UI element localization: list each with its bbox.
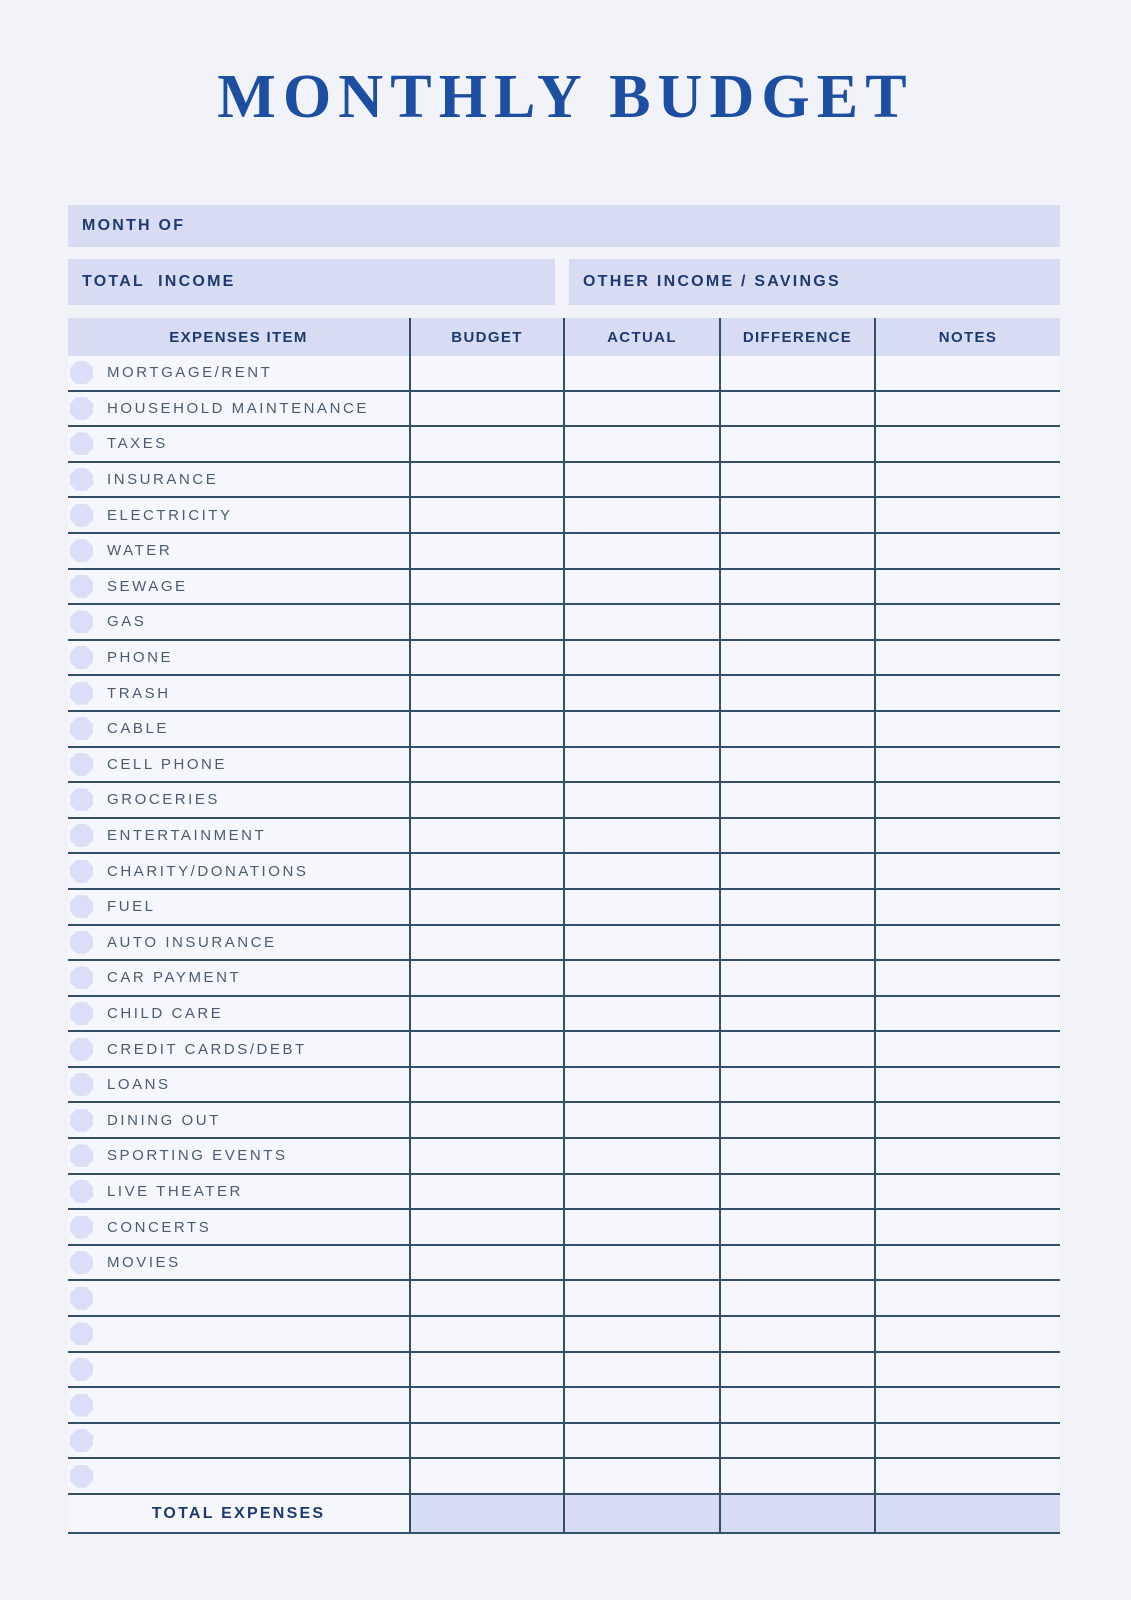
- difference-value-cell: [719, 1068, 874, 1102]
- budget-value-cell: [409, 748, 563, 782]
- bullet-icon: [70, 575, 93, 598]
- table-row: [68, 1317, 1060, 1353]
- expense-item-label: HOUSEHOLD MAINTENANCE: [107, 399, 369, 417]
- expense-item-cell: [68, 1210, 409, 1244]
- notes-value-cell: [874, 1424, 1060, 1458]
- expense-item-label: ELECTRICITY: [107, 506, 233, 524]
- table-row: [68, 1459, 1060, 1495]
- expense-item-cell: [68, 926, 409, 960]
- expense-item-label: CELL PHONE: [107, 755, 227, 773]
- difference-value-cell: [719, 712, 874, 746]
- expense-item-cell: [68, 1317, 409, 1351]
- actual-value-cell: [563, 926, 719, 960]
- budget-value-cell: [409, 1032, 563, 1066]
- expense-item-cell: [68, 570, 409, 604]
- table-header-row: [68, 318, 1060, 356]
- column-header-expenses-item: EXPENSES ITEM: [68, 318, 409, 356]
- difference-value-cell: [719, 605, 874, 639]
- budget-value-cell: [409, 1139, 563, 1173]
- expense-item-cell: [68, 783, 409, 817]
- bullet-icon: [70, 682, 93, 705]
- bullet-icon: [70, 432, 93, 455]
- budget-value-cell: [409, 1388, 563, 1422]
- budget-value-cell: [409, 712, 563, 746]
- budget-value-cell: [409, 1459, 563, 1493]
- expense-item-cell: [68, 1139, 409, 1173]
- difference-value-cell: [719, 890, 874, 924]
- notes-value-cell: [874, 1459, 1060, 1493]
- table-row: [68, 748, 1060, 784]
- table-row: [68, 534, 1060, 570]
- table-row: [68, 1210, 1060, 1246]
- table-row: [68, 605, 1060, 641]
- table-row: [68, 356, 1060, 392]
- actual-value-cell: [563, 1139, 719, 1173]
- actual-value-cell: [563, 1103, 719, 1137]
- notes-value-cell: [874, 1281, 1060, 1315]
- total-income-band: [68, 259, 555, 305]
- page-title: MONTHLY BUDGET: [217, 63, 914, 131]
- table-row: [68, 641, 1060, 677]
- total-income-label: TOTAL INCOME: [82, 273, 236, 290]
- bullet-icon: [70, 717, 93, 740]
- difference-value-cell: [719, 356, 874, 390]
- month-of-band: [68, 205, 1060, 247]
- expense-item-cell: [68, 1032, 409, 1066]
- notes-value-cell: [874, 427, 1060, 461]
- actual-value-cell: [563, 1388, 719, 1422]
- bullet-icon: [70, 1358, 93, 1381]
- bullet-icon: [70, 539, 93, 562]
- budget-value-cell: [409, 1424, 563, 1458]
- expense-item-label: AUTO INSURANCE: [107, 933, 277, 951]
- notes-value-cell: [874, 926, 1060, 960]
- difference-value-cell: [719, 1032, 874, 1066]
- column-header-notes: NOTES: [874, 318, 1060, 356]
- notes-value-cell: [874, 748, 1060, 782]
- expense-item-label: GAS: [107, 613, 147, 631]
- table-row: [68, 854, 1060, 890]
- bullet-icon: [70, 397, 93, 420]
- bullet-icon: [70, 860, 93, 883]
- bullet-icon: [70, 966, 93, 989]
- table-row: [68, 1281, 1060, 1317]
- table-row: [68, 570, 1060, 606]
- actual-value-cell: [563, 392, 719, 426]
- table-row: [68, 926, 1060, 962]
- notes-value-cell: [874, 605, 1060, 639]
- actual-value-cell: [563, 1246, 719, 1280]
- expense-item-cell: [68, 1388, 409, 1422]
- table-row: [68, 498, 1060, 534]
- budget-value-cell: [409, 463, 563, 497]
- table-row: [68, 1139, 1060, 1175]
- bullet-icon: [70, 1180, 93, 1203]
- difference-value-cell: [719, 1246, 874, 1280]
- bullet-icon: [70, 1002, 93, 1025]
- actual-value-cell: [563, 427, 719, 461]
- table-row: [68, 1103, 1060, 1139]
- budget-value-cell: [409, 961, 563, 995]
- table-row: [68, 676, 1060, 712]
- actual-value-cell: [563, 712, 719, 746]
- actual-value-cell: [563, 463, 719, 497]
- budget-value-cell: [409, 1353, 563, 1387]
- expense-item-label: PHONE: [107, 649, 174, 667]
- difference-value-cell: [719, 854, 874, 888]
- bullet-icon: [70, 1144, 93, 1167]
- expense-item-label: CREDIT CARDS/DEBT: [107, 1040, 307, 1058]
- expense-item-cell: [68, 392, 409, 426]
- difference-value-cell: [719, 1175, 874, 1209]
- difference-value-cell: [719, 392, 874, 426]
- budget-value-cell: [409, 1210, 563, 1244]
- bullet-icon: [70, 1251, 93, 1274]
- expense-item-cell: [68, 1353, 409, 1387]
- expense-item-label: LOANS: [107, 1076, 171, 1094]
- actual-value-cell: [563, 1281, 719, 1315]
- actual-value-cell: [563, 641, 719, 675]
- expense-item-cell: [68, 961, 409, 995]
- budget-value-cell: [409, 1068, 563, 1102]
- budget-value-cell: [409, 1317, 563, 1351]
- bullet-icon: [70, 1073, 93, 1096]
- actual-value-cell: [563, 748, 719, 782]
- expense-item-cell: [68, 463, 409, 497]
- budget-value-cell: [409, 1281, 563, 1315]
- other-income-label: OTHER INCOME / SAVINGS: [583, 273, 841, 290]
- actual-value-cell: [563, 498, 719, 532]
- expense-item-cell: [68, 427, 409, 461]
- bullet-icon: [70, 610, 93, 633]
- notes-value-cell: [874, 1139, 1060, 1173]
- expense-item-cell: [68, 997, 409, 1031]
- table-row: [68, 1068, 1060, 1104]
- bullet-icon: [70, 931, 93, 954]
- expense-item-label: CHARITY/DONATIONS: [107, 862, 309, 880]
- notes-value-cell: [874, 1317, 1060, 1351]
- table-row: [68, 1175, 1060, 1211]
- actual-value-cell: [563, 1459, 719, 1493]
- table-row: [68, 392, 1060, 428]
- budget-value-cell: [409, 498, 563, 532]
- budget-value-cell: [409, 997, 563, 1031]
- notes-value-cell: [874, 570, 1060, 604]
- notes-value-cell: [874, 712, 1060, 746]
- notes-value-cell: [874, 1388, 1060, 1422]
- table-row: [68, 783, 1060, 819]
- budget-value-cell: [409, 926, 563, 960]
- table-row: [68, 712, 1060, 748]
- expense-item-label: SPORTING EVENTS: [107, 1147, 288, 1165]
- expense-item-label: CABLE: [107, 720, 169, 738]
- difference-value-cell: [719, 676, 874, 710]
- table-row: [68, 463, 1060, 499]
- budget-value-cell: [409, 427, 563, 461]
- actual-value-cell: [563, 570, 719, 604]
- total-expenses-row: [68, 1495, 1060, 1534]
- bullet-icon: [70, 468, 93, 491]
- notes-value-cell: [874, 1103, 1060, 1137]
- column-header-budget: BUDGET: [409, 318, 563, 356]
- total-difference-cell: [719, 1495, 874, 1532]
- bullet-icon: [70, 788, 93, 811]
- expense-item-label: MOVIES: [107, 1254, 181, 1272]
- total-expenses-label-cell: [68, 1495, 409, 1532]
- expense-item-cell: [68, 1281, 409, 1315]
- expense-item-cell: [68, 356, 409, 390]
- expense-item-label: WATER: [107, 542, 173, 560]
- month-of-label: MONTH OF: [82, 217, 186, 234]
- expense-item-cell: [68, 712, 409, 746]
- difference-value-cell: [719, 1317, 874, 1351]
- actual-value-cell: [563, 534, 719, 568]
- actual-value-cell: [563, 605, 719, 639]
- expense-item-cell: [68, 1424, 409, 1458]
- bullet-icon: [70, 1038, 93, 1061]
- actual-value-cell: [563, 1210, 719, 1244]
- difference-value-cell: [719, 1459, 874, 1493]
- budget-value-cell: [409, 676, 563, 710]
- actual-value-cell: [563, 1317, 719, 1351]
- difference-value-cell: [719, 819, 874, 853]
- difference-value-cell: [719, 1281, 874, 1315]
- bullet-icon: [70, 753, 93, 776]
- difference-value-cell: [719, 783, 874, 817]
- bullet-icon: [70, 895, 93, 918]
- expense-item-label: TAXES: [107, 435, 168, 453]
- total-expenses-label: TOTAL EXPENSES: [151, 1504, 326, 1522]
- actual-value-cell: [563, 1175, 719, 1209]
- expense-item-label: FUEL: [107, 898, 156, 916]
- notes-value-cell: [874, 1353, 1060, 1387]
- notes-value-cell: [874, 463, 1060, 497]
- bullet-icon: [70, 1465, 93, 1488]
- bullet-icon: [70, 824, 93, 847]
- expense-item-cell: [68, 605, 409, 639]
- expense-item-label: CHILD CARE: [107, 1004, 224, 1022]
- table-row: [68, 1032, 1060, 1068]
- expense-item-cell: [68, 1068, 409, 1102]
- expense-item-cell: [68, 498, 409, 532]
- bullet-icon: [70, 1322, 93, 1345]
- notes-value-cell: [874, 997, 1060, 1031]
- notes-value-cell: [874, 854, 1060, 888]
- difference-value-cell: [719, 1139, 874, 1173]
- notes-value-cell: [874, 819, 1060, 853]
- expense-item-label: DINING OUT: [107, 1111, 221, 1129]
- expense-item-cell: [68, 890, 409, 924]
- difference-value-cell: [719, 498, 874, 532]
- notes-value-cell: [874, 1210, 1060, 1244]
- bullet-icon: [70, 1216, 93, 1239]
- notes-value-cell: [874, 961, 1060, 995]
- bullet-icon: [70, 1429, 93, 1452]
- expense-item-label: INSURANCE: [107, 471, 219, 489]
- notes-value-cell: [874, 534, 1060, 568]
- expenses-table: [68, 318, 1060, 1534]
- table-row: [68, 1388, 1060, 1424]
- expense-item-cell: [68, 1246, 409, 1280]
- budget-value-cell: [409, 854, 563, 888]
- actual-value-cell: [563, 356, 719, 390]
- notes-value-cell: [874, 890, 1060, 924]
- difference-value-cell: [719, 570, 874, 604]
- notes-value-cell: [874, 783, 1060, 817]
- difference-value-cell: [719, 997, 874, 1031]
- expense-item-cell: [68, 854, 409, 888]
- bullet-icon: [70, 361, 93, 384]
- difference-value-cell: [719, 1103, 874, 1137]
- bullet-icon: [70, 1287, 93, 1310]
- actual-value-cell: [563, 1424, 719, 1458]
- actual-value-cell: [563, 819, 719, 853]
- table-row: [68, 427, 1060, 463]
- expense-item-label: GROCERIES: [107, 791, 220, 809]
- budget-value-cell: [409, 534, 563, 568]
- expense-item-label: LIVE THEATER: [107, 1182, 243, 1200]
- actual-value-cell: [563, 890, 719, 924]
- expense-item-cell: [68, 1459, 409, 1493]
- budget-value-cell: [409, 1246, 563, 1280]
- table-row: [68, 997, 1060, 1033]
- bullet-icon: [70, 646, 93, 669]
- expense-item-cell: [68, 676, 409, 710]
- budget-value-cell: [409, 1103, 563, 1137]
- actual-value-cell: [563, 783, 719, 817]
- actual-value-cell: [563, 961, 719, 995]
- expense-item-label: MORTGAGE/RENT: [107, 364, 273, 382]
- notes-value-cell: [874, 392, 1060, 426]
- budget-value-cell: [409, 1175, 563, 1209]
- difference-value-cell: [719, 463, 874, 497]
- difference-value-cell: [719, 1424, 874, 1458]
- other-income-band: [569, 259, 1060, 305]
- budget-value-cell: [409, 392, 563, 426]
- difference-value-cell: [719, 1353, 874, 1387]
- difference-value-cell: [719, 748, 874, 782]
- notes-value-cell: [874, 676, 1060, 710]
- table-row: [68, 819, 1060, 855]
- notes-value-cell: [874, 1032, 1060, 1066]
- table-row: [68, 1246, 1060, 1282]
- difference-value-cell: [719, 1388, 874, 1422]
- difference-value-cell: [719, 534, 874, 568]
- total-notes-cell: [874, 1495, 1060, 1532]
- budget-value-cell: [409, 890, 563, 924]
- difference-value-cell: [719, 427, 874, 461]
- expense-item-cell: [68, 641, 409, 675]
- expense-item-cell: [68, 1175, 409, 1209]
- total-actual-cell: [563, 1495, 719, 1532]
- table-row: [68, 1353, 1060, 1389]
- expense-item-label: ENTERTAINMENT: [107, 827, 267, 845]
- notes-value-cell: [874, 1175, 1060, 1209]
- expense-item-cell: [68, 534, 409, 568]
- notes-value-cell: [874, 1068, 1060, 1102]
- difference-value-cell: [719, 641, 874, 675]
- expense-item-label: CAR PAYMENT: [107, 969, 242, 987]
- actual-value-cell: [563, 1032, 719, 1066]
- bullet-icon: [70, 1109, 93, 1132]
- bullet-icon: [70, 1394, 93, 1417]
- column-header-difference: DIFFERENCE: [719, 318, 874, 356]
- expense-item-label: CONCERTS: [107, 1218, 212, 1236]
- table-row: [68, 961, 1060, 997]
- budget-value-cell: [409, 819, 563, 853]
- expense-item-cell: [68, 819, 409, 853]
- total-budget-cell: [409, 1495, 563, 1532]
- budget-value-cell: [409, 356, 563, 390]
- difference-value-cell: [719, 1210, 874, 1244]
- budget-value-cell: [409, 641, 563, 675]
- budget-value-cell: [409, 605, 563, 639]
- budget-value-cell: [409, 783, 563, 817]
- actual-value-cell: [563, 997, 719, 1031]
- actual-value-cell: [563, 1353, 719, 1387]
- column-header-actual: ACTUAL: [563, 318, 719, 356]
- expense-item-label: TRASH: [107, 684, 171, 702]
- actual-value-cell: [563, 676, 719, 710]
- difference-value-cell: [719, 961, 874, 995]
- notes-value-cell: [874, 641, 1060, 675]
- notes-value-cell: [874, 356, 1060, 390]
- table-row: [68, 1424, 1060, 1460]
- actual-value-cell: [563, 854, 719, 888]
- difference-value-cell: [719, 926, 874, 960]
- table-row: [68, 890, 1060, 926]
- notes-value-cell: [874, 1246, 1060, 1280]
- expense-item-cell: [68, 1103, 409, 1137]
- actual-value-cell: [563, 1068, 719, 1102]
- expense-item-label: SEWAGE: [107, 577, 188, 595]
- bullet-icon: [70, 504, 93, 527]
- budget-value-cell: [409, 570, 563, 604]
- table-body: [68, 356, 1060, 1495]
- notes-value-cell: [874, 498, 1060, 532]
- expense-item-cell: [68, 748, 409, 782]
